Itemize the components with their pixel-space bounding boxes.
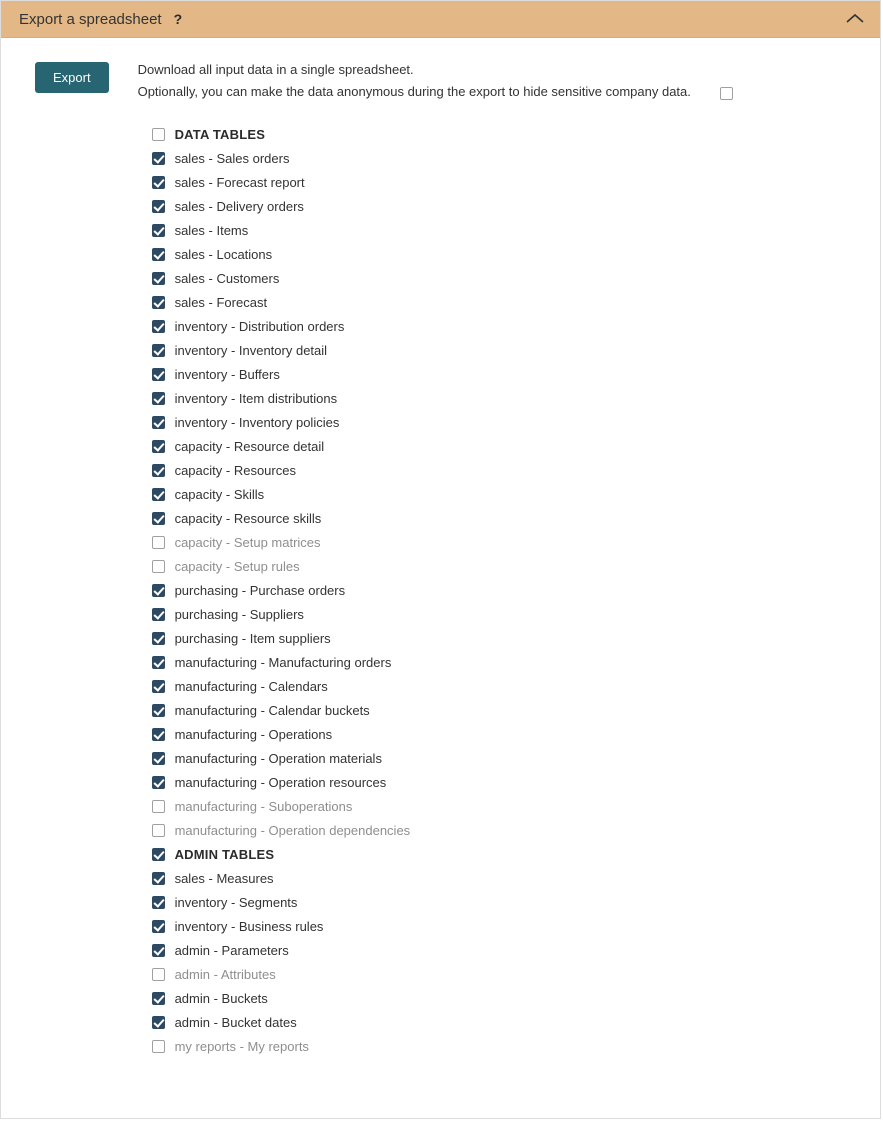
table-checkbox[interactable] xyxy=(152,632,165,645)
chevron-up-icon[interactable] xyxy=(844,8,866,30)
table-label: capacity - Setup rules xyxy=(174,558,300,574)
table-row[interactable] xyxy=(152,242,860,266)
table-label: sales - Items xyxy=(174,222,249,238)
table-checkbox[interactable] xyxy=(152,896,165,909)
table-row[interactable] xyxy=(152,458,860,482)
table-label: manufacturing - Operations xyxy=(174,726,333,742)
table-checkbox[interactable] xyxy=(152,1040,165,1053)
table-label: admin - Buckets xyxy=(174,990,268,1006)
table-row[interactable] xyxy=(152,962,860,986)
table-checkbox[interactable] xyxy=(152,392,165,405)
download-description: Download all input data in a single spreadsheet. xyxy=(137,62,414,77)
table-row[interactable] xyxy=(152,866,860,890)
table-row[interactable] xyxy=(152,722,860,746)
table-checkbox[interactable] xyxy=(152,920,165,933)
table-label: capacity - Skills xyxy=(174,486,265,502)
table-checkbox[interactable] xyxy=(152,512,165,525)
table-label: manufacturing - Suboperations xyxy=(174,798,353,814)
anonymous-description: Optionally, you can make the data anonymous during the export to hide sensitive company data. xyxy=(137,84,691,100)
table-group-row[interactable] xyxy=(152,122,860,146)
table-label: inventory - Business rules xyxy=(174,918,324,934)
table-row[interactable] xyxy=(152,194,860,218)
table-row[interactable] xyxy=(152,914,860,938)
table-row[interactable] xyxy=(152,1010,860,1034)
table-label: manufacturing - Calendar buckets xyxy=(174,702,370,718)
table-label: manufacturing - Manufacturing orders xyxy=(174,654,392,670)
table-checkbox[interactable] xyxy=(152,608,165,621)
table-label: manufacturing - Operation resources xyxy=(174,774,387,790)
export-description-area xyxy=(138,60,860,1058)
panel-title: Export a spreadsheet xyxy=(19,10,162,28)
table-label: sales - Delivery orders xyxy=(174,198,304,214)
table-row[interactable] xyxy=(152,314,860,338)
table-checkbox[interactable] xyxy=(152,152,165,165)
table-label: manufacturing - Operation dependencies xyxy=(174,822,411,838)
table-row[interactable] xyxy=(152,602,860,626)
table-row[interactable] xyxy=(152,698,860,722)
table-group-row[interactable] xyxy=(152,842,860,866)
table-checkbox[interactable] xyxy=(152,272,165,285)
table-label: admin - Attributes xyxy=(174,966,276,982)
table-checkbox[interactable] xyxy=(152,704,165,717)
table-checkbox[interactable] xyxy=(152,200,165,213)
panel-body xyxy=(1,38,880,1058)
table-row[interactable] xyxy=(152,482,860,506)
table-checkbox[interactable] xyxy=(152,488,165,501)
table-row[interactable] xyxy=(152,554,860,578)
table-label: purchasing - Item suppliers xyxy=(174,630,331,646)
table-label: capacity - Resource skills xyxy=(174,510,322,526)
table-label: ADMIN TABLES xyxy=(174,846,275,862)
table-checkbox[interactable] xyxy=(152,992,165,1005)
table-row[interactable] xyxy=(152,506,860,530)
table-checkbox[interactable] xyxy=(152,416,165,429)
table-label: sales - Customers xyxy=(174,270,280,286)
table-checkbox[interactable] xyxy=(152,584,165,597)
table-row[interactable] xyxy=(152,650,860,674)
table-checkbox[interactable] xyxy=(152,464,165,477)
help-icon[interactable]: ? xyxy=(173,11,183,27)
table-row[interactable] xyxy=(152,290,860,314)
table-checkbox[interactable] xyxy=(152,176,165,189)
table-label: purchasing - Suppliers xyxy=(174,606,304,622)
table-label: sales - Forecast xyxy=(174,294,268,310)
table-row[interactable] xyxy=(152,530,860,554)
anonymous-checkbox[interactable] xyxy=(720,87,733,100)
table-row[interactable] xyxy=(152,626,860,650)
table-row[interactable] xyxy=(152,578,860,602)
table-row[interactable] xyxy=(152,434,860,458)
table-row[interactable] xyxy=(152,218,860,242)
table-label: manufacturing - Calendars xyxy=(174,678,328,694)
table-checkbox[interactable] xyxy=(152,344,165,357)
table-row[interactable] xyxy=(152,338,860,362)
table-checkbox[interactable] xyxy=(152,560,165,573)
table-selection-list xyxy=(152,122,860,1058)
table-row[interactable] xyxy=(152,362,860,386)
table-checkbox[interactable] xyxy=(152,296,165,309)
table-row[interactable] xyxy=(152,386,860,410)
table-checkbox[interactable] xyxy=(152,848,165,861)
table-label: inventory - Inventory policies xyxy=(174,414,340,430)
table-checkbox[interactable] xyxy=(152,656,165,669)
table-label: sales - Measures xyxy=(174,870,274,886)
table-row[interactable] xyxy=(152,818,860,842)
table-checkbox[interactable] xyxy=(152,224,165,237)
table-checkbox[interactable] xyxy=(152,248,165,261)
table-label: sales - Locations xyxy=(174,246,273,262)
table-label: inventory - Inventory detail xyxy=(174,342,328,358)
table-label: capacity - Resource detail xyxy=(174,438,325,454)
table-checkbox[interactable] xyxy=(152,824,165,837)
table-row[interactable] xyxy=(152,890,860,914)
table-label: sales - Sales orders xyxy=(174,150,290,166)
table-label: DATA TABLES xyxy=(174,126,266,142)
table-row[interactable] xyxy=(152,674,860,698)
table-label: sales - Forecast report xyxy=(174,174,305,190)
table-label: inventory - Item distributions xyxy=(174,390,338,406)
table-checkbox[interactable] xyxy=(152,128,165,141)
table-checkbox[interactable] xyxy=(152,968,165,981)
table-checkbox[interactable] xyxy=(152,776,165,789)
table-checkbox[interactable] xyxy=(152,752,165,765)
table-row[interactable] xyxy=(152,770,860,794)
table-row[interactable] xyxy=(152,266,860,290)
table-label: inventory - Distribution orders xyxy=(174,318,345,334)
table-row[interactable] xyxy=(152,986,860,1010)
table-label: inventory - Buffers xyxy=(174,366,280,382)
table-label: manufacturing - Operation materials xyxy=(174,750,382,766)
export-button[interactable]: Export xyxy=(35,62,109,93)
table-checkbox[interactable] xyxy=(152,368,165,381)
table-checkbox[interactable] xyxy=(152,872,165,885)
table-checkbox[interactable] xyxy=(152,320,165,333)
table-label: purchasing - Purchase orders xyxy=(174,582,346,598)
table-row[interactable] xyxy=(152,410,860,434)
table-label: my reports - My reports xyxy=(174,1038,309,1054)
table-label: capacity - Resources xyxy=(174,462,296,478)
table-label: admin - Bucket dates xyxy=(174,1014,297,1030)
table-checkbox[interactable] xyxy=(152,536,165,549)
table-row[interactable] xyxy=(152,146,860,170)
table-row[interactable] xyxy=(152,170,860,194)
table-label: admin - Parameters xyxy=(174,942,289,958)
table-checkbox[interactable] xyxy=(152,944,165,957)
table-row[interactable] xyxy=(152,746,860,770)
table-label: capacity - Setup matrices xyxy=(174,534,321,550)
table-row[interactable] xyxy=(152,1034,860,1058)
table-row[interactable] xyxy=(152,794,860,818)
anonymous-option-row xyxy=(138,82,733,104)
table-checkbox[interactable] xyxy=(152,440,165,453)
table-checkbox[interactable] xyxy=(152,800,165,813)
table-checkbox[interactable] xyxy=(152,1016,165,1029)
table-label: inventory - Segments xyxy=(174,894,298,910)
table-row[interactable] xyxy=(152,938,860,962)
panel-header xyxy=(1,1,880,38)
table-checkbox[interactable] xyxy=(152,728,165,741)
table-checkbox[interactable] xyxy=(152,680,165,693)
